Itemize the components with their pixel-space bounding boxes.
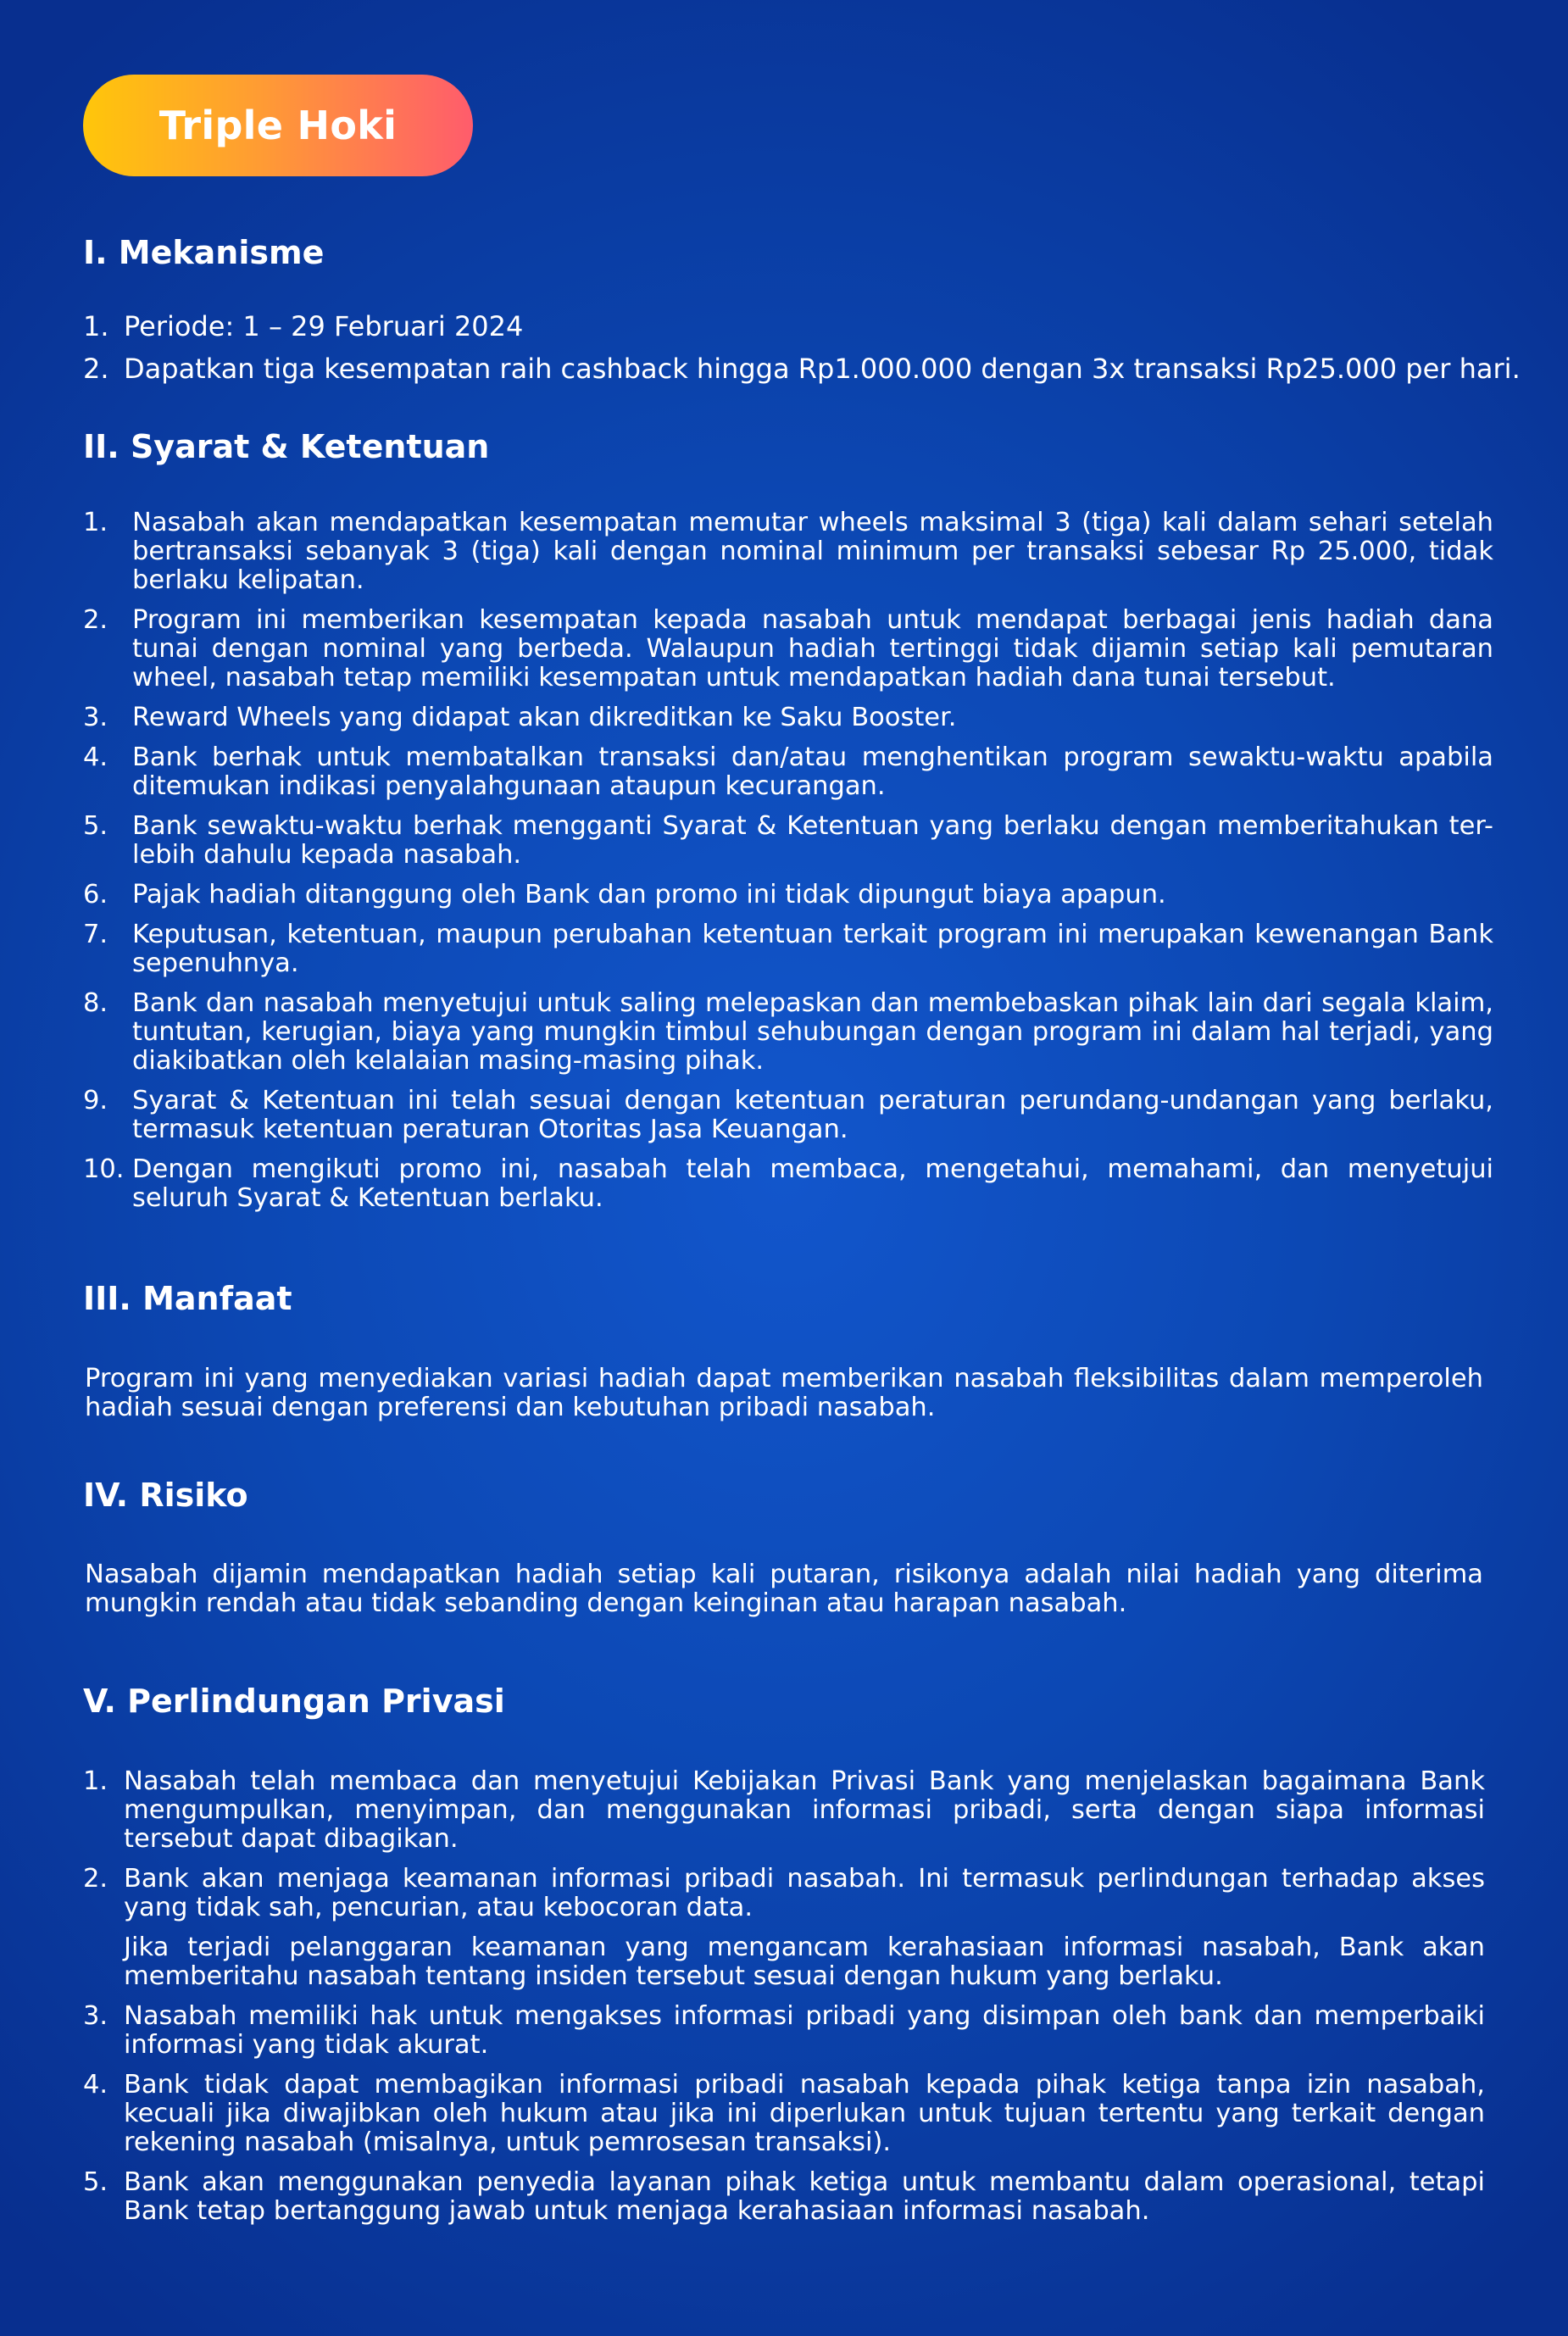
list-text: Nasabah memiliki hak untuk mengakses informasi pribadi yang disimpan oleh bank dan memperbaiki informasi yang tidak akurat. [124,2001,1485,2060]
list-text: Keputusan, ketentuan, maupun perubahan ketentuan terkait program ini merupakan kewenangan Bank sepenuhnya. [132,920,1493,978]
list-text: Bank dan nasabah menyetujui untuk saling melepaskan dan membebaskan pihak lain dari segala klaim, tuntutan, kerugian, biaya yang mungkin timbul sehubungan dengan program ini dalam hal terjadi, yang diakibatkan oleh kelalaian masing-masing pihak. [132,988,1493,1076]
list-number: 1. [83,1766,108,1796]
list-text: Bank sewaktu-waktu berhak mengganti Syarat & Ketentuan yang berlaku dengan memberitahukan ter-lebih dahulu kepada nasabah. [132,811,1493,870]
list-item [83,704,1493,732]
list-number: 8. [83,988,108,1018]
list-item [83,881,1493,909]
section-title-mekanisme: I. Mekanisme [83,234,325,271]
list-item [83,305,1490,348]
list-text: Bank berhak untuk membatalkan transaksi dan/atau menghentikan program sewaktu-waktu apabila ditemukan indikasi penyalahgunaan ataupun kecurangan. [132,743,1493,801]
perlindungan-privasi-list [83,1767,1485,2237]
mekanisme-list [83,305,1521,390]
section-title-manfaat: III. Manfaat [83,1280,292,1317]
section-title-syarat-ketentuan: II. Syarat & Ketentuan [83,428,490,465]
list-number: 2. [83,1864,108,1894]
list-text: Periode: 1 – 29 Februari 2024 [124,310,524,342]
list-item [83,1865,1485,1991]
list-item [83,1767,1485,1854]
list-text: Dapatkan tiga kesempatan raih cashback hingga Rp1.000.000 dengan 3x transaksi Rp25.000 per hari. [124,353,1521,385]
list-number: 6. [83,880,108,909]
list-number: 10. [83,1154,125,1184]
list-text: Nasabah akan mendapatkan kesempatan memutar wheels maksimal 3 (tiga) kali dalam sehari setelah bertransaksi sebanyak 3 (tiga) kali dengan nominal minimum per transaksi sebesar Rp 25.000, tidak berlaku kelipatan. [132,508,1493,595]
manfaat-paragraph: Program ini yang menyediakan variasi hadiah dapat memberikan nasabah fleksibilitas dalam memperoleh hadiah sesuai dengan preferensi dan kebutuhan pribadi nasabah. [85,1364,1483,1422]
list-item [83,348,1521,390]
section-title-risiko: IV. Risiko [83,1477,248,1514]
list-subparagraph: Jika terjadi pelanggaran keamanan yang mengancam kerahasiaan informasi nasabah, Bank akan memberitahu nasabah tentang insiden tersebut sesuai dengan hukum yang berlaku. [124,1933,1485,1991]
list-item [83,989,1493,1076]
list-number: 2. [83,353,109,385]
list-item [83,743,1493,801]
list-text: Pajak hadiah ditanggung oleh Bank dan promo ini tidak dipungut biaya apapun. [132,880,1166,909]
section-title-perlindungan-privasi: V. Perlindungan Privasi [83,1682,505,1720]
list-text: Bank tidak dapat membagikan informasi pribadi nasabah kepada pihak ketiga tanpa izin nasabah, kecuali jika diwajibkan oleh hukum atau jika ini diperlukan untuk tujuan tertentu yang terkait dengan rekening nasabah (misalnya, untuk pemrosesan transaksi). [124,2070,1485,2157]
list-number: 4. [83,2070,108,2100]
list-number: 1. [83,508,108,537]
list-item [83,812,1493,870]
list-number: 4. [83,743,108,772]
list-item [83,1155,1493,1213]
list-text: Bank akan menjaga keamanan informasi pribadi nasabah. Ini termasuk perlindungan terhadap akses yang tidak sah, pencurian, atau kebocoran data. [124,1864,1485,1922]
list-text: Syarat & Ketentuan ini telah sesuai dengan ketentuan peraturan perundang-undangan yang berlaku, termasuk ketentuan peraturan Otoritas Jasa Keuangan. [132,1086,1493,1144]
list-number: 5. [83,811,108,841]
list-item [83,920,1493,978]
list-text: Bank akan menggunakan penyedia layanan pihak ketiga untuk membantu dalam operasional, tetapi Bank tetap bertanggung jawab untuk menjaga kerahasiaan informasi nasabah. [124,2167,1485,2226]
list-item [83,2071,1485,2157]
list-text: Program ini memberikan kesempatan kepada nasabah untuk mendapat berbagai jenis hadiah dana tunai dengan nominal yang berbeda. Walaupun hadiah tertinggi tidak dijamin setiap kali pemutaran wheel, nasabah tetap memiliki kesempatan untuk mendapatkan hadiah dana tunai tersebut. [132,605,1493,692]
list-number: 5. [83,2167,108,2197]
syarat-ketentuan-list [83,509,1493,1224]
list-item [83,509,1493,595]
list-number: 7. [83,920,108,949]
risiko-paragraph: Nasabah dijamin mendapatkan hadiah setiap kali putaran, risikonya adalah nilai hadiah yang diterima mungkin rendah atau tidak sebanding dengan keinginan atau harapan nasabah. [85,1560,1483,1618]
promo-title-badge: Triple Hoki [83,75,473,176]
list-item [83,2002,1485,2060]
list-text: Nasabah telah membaca dan menyetujui Kebijakan Privasi Bank yang menjelaskan bagaimana Bank mengumpulkan, menyimpan, dan menggunakan informasi pribadi, serta dengan siapa informasi tersebut dapat dibagikan. [124,1766,1485,1854]
list-number: 2. [83,605,108,635]
list-number: 3. [83,2001,108,2031]
list-item [83,1087,1493,1144]
list-number: 1. [83,310,109,342]
list-item [83,606,1493,692]
list-number: 3. [83,703,108,732]
list-text: Dengan mengikuti promo ini, nasabah telah membaca, mengetahui, memahami, dan menyetujui seluruh Syarat & Ketentuan berlaku. [132,1154,1493,1213]
list-text: Reward Wheels yang didapat akan dikreditkan ke Saku Booster. [132,703,957,732]
list-item [83,2168,1485,2226]
list-number: 9. [83,1086,108,1115]
